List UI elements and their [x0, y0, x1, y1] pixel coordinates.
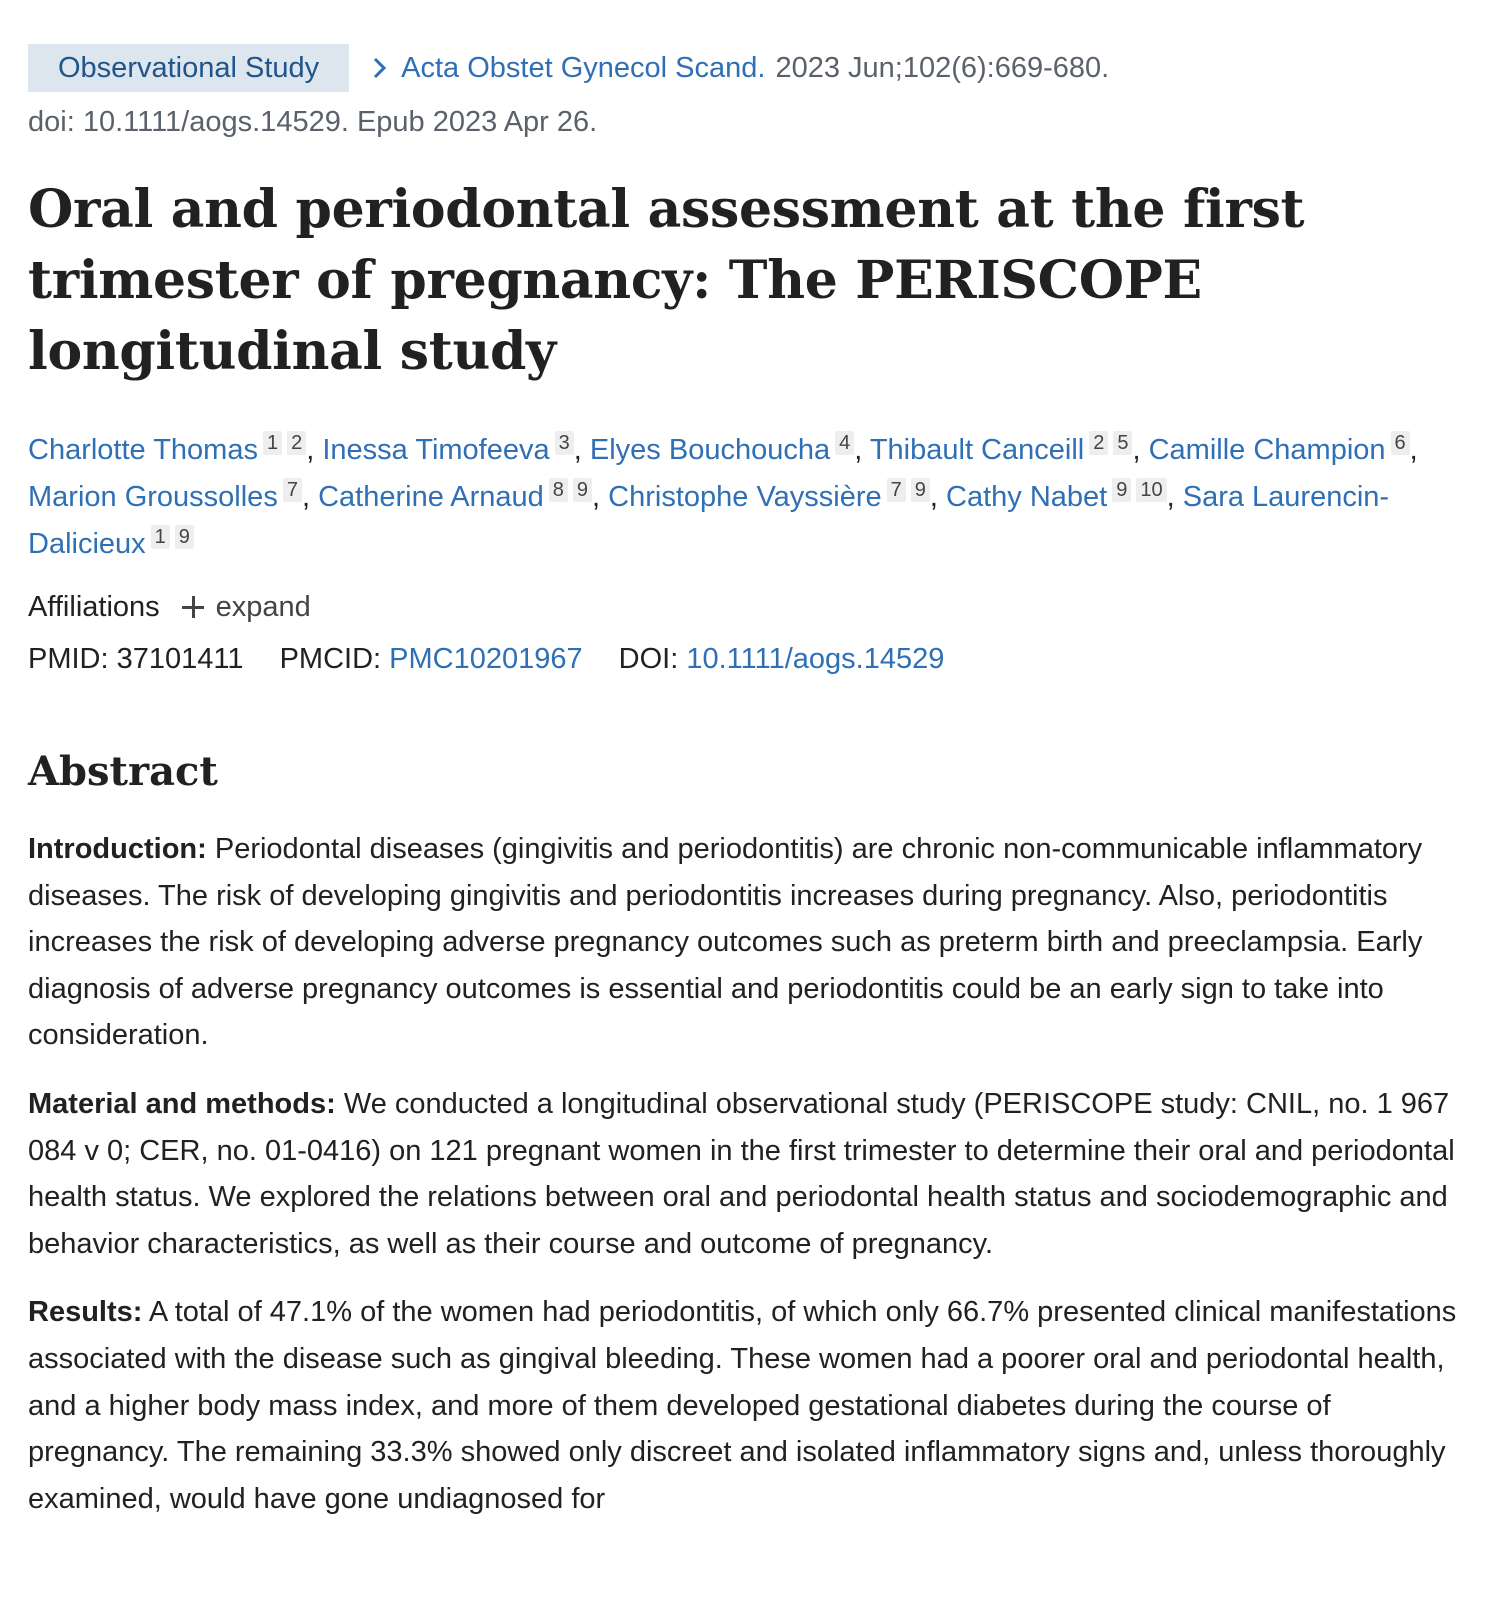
- affiliation-number[interactable]: 7: [887, 478, 906, 502]
- author-separator: ,: [1409, 434, 1418, 466]
- author-link[interactable]: Christophe Vayssière: [608, 481, 882, 513]
- author-separator: ,: [1166, 481, 1183, 513]
- author-link[interactable]: Marion Groussolles: [28, 481, 278, 513]
- affiliation-number[interactable]: 2: [287, 431, 306, 455]
- expand-label: expand: [215, 591, 311, 623]
- affiliation-number[interactable]: 4: [835, 431, 854, 455]
- abstract-methods: [28, 1081, 1458, 1267]
- author-link[interactable]: Charlotte Thomas: [28, 434, 258, 466]
- affiliation-number[interactable]: 5: [1113, 431, 1132, 455]
- identifiers-row: [28, 638, 1496, 680]
- doi-link[interactable]: 10.1111/aogs.14529: [686, 643, 945, 675]
- pmid-label: PMID:: [28, 643, 109, 675]
- citation-row: [28, 44, 1496, 92]
- author-link[interactable]: Camille Champion: [1148, 434, 1386, 466]
- affiliation-number[interactable]: 7: [283, 478, 302, 502]
- abstract-section-text: Periodontal diseases (gingivitis and periodontitis) are chronic non-communicable inflammatory diseases. The risk of developing gingivitis and periodontitis increases during pregnancy. Also, periodontitis increases the risk of developing adverse pregnancy outcomes such as preterm birth and preeclampsia. Early diagnosis of adverse pregnancy outcomes is essential and periodontitis could be an early sign to take into consideration.: [28, 833, 1423, 1052]
- abstract-results: [28, 1289, 1458, 1522]
- doi-label: DOI:: [618, 643, 679, 675]
- authors-list: [28, 427, 1468, 568]
- affiliation-number[interactable]: 3: [555, 431, 574, 455]
- author-separator: ,: [1132, 434, 1149, 466]
- abstract-heading: Abstract: [28, 748, 218, 795]
- abstract-introduction: [28, 826, 1458, 1059]
- abstract-section-label: Material and methods:: [28, 1087, 336, 1120]
- journal-link[interactable]: Acta Obstet Gynecol Scand.: [401, 51, 766, 84]
- author-separator: ,: [573, 434, 590, 466]
- affiliation-number[interactable]: 9: [911, 478, 930, 502]
- affiliation-number[interactable]: 9: [573, 478, 592, 502]
- author-link[interactable]: Inessa Timofeeva: [322, 434, 550, 466]
- abstract-section-text: We conducted a longitudinal observational study (PERISCOPE study: CNIL, no. 1 967 084 v 0; CER, no. 01-0416) on 121 pregnant women in the first trimester to determine their oral and periodontal health status. We explored the relations between oral and periodontal health status and sociodemographic and behavior characteristics, as well as their course and outcome of pregnancy.: [28, 1087, 1455, 1260]
- author-link[interactable]: Thibault Canceill: [869, 434, 1085, 466]
- affiliation-number[interactable]: 8: [549, 478, 568, 502]
- doi-epub-line: doi: 10.1111/aogs.14529. Epub 2023 Apr 26.: [28, 106, 598, 138]
- chevron-right-icon: [371, 56, 389, 80]
- affiliation-number[interactable]: 2: [1089, 431, 1108, 455]
- author-link[interactable]: Catherine Arnaud: [318, 481, 544, 513]
- publication-type-badge[interactable]: Observational Study: [28, 44, 349, 92]
- pmid-block: [28, 643, 252, 675]
- author-link[interactable]: Elyes Bouchoucha: [589, 434, 831, 466]
- author-link[interactable]: Sara Laurencin-Dalicieux: [28, 481, 1390, 560]
- affiliation-number[interactable]: 9: [1112, 478, 1131, 502]
- doi-block: [619, 643, 945, 675]
- pmid-value: 37101411: [116, 643, 244, 675]
- author-separator: ,: [306, 434, 323, 466]
- affiliations-label: Affiliations: [28, 591, 160, 623]
- abstract-section-label: Results:: [28, 1296, 143, 1329]
- pmcid-label: PMCID:: [279, 643, 382, 675]
- author-separator: ,: [301, 481, 319, 513]
- affiliation-number[interactable]: 10: [1136, 478, 1166, 502]
- article-title: Oral and periodontal assessment at the first trimester of pregnancy: The PERISCOPE longitudinal study: [28, 179, 1305, 382]
- expand-affiliations-button[interactable]: [182, 586, 311, 628]
- author-link[interactable]: Cathy Nabet: [946, 481, 1108, 513]
- affiliation-number[interactable]: 1: [151, 525, 170, 549]
- affiliation-number[interactable]: 6: [1391, 431, 1410, 455]
- citation-details: 2023 Jun;102(6):669-680.: [775, 51, 1110, 84]
- abstract-section-label: Introduction:: [28, 833, 207, 865]
- plus-icon: [182, 596, 204, 618]
- abstract-section-text: A total of 47.1% of the women had periodontitis, of which only 66.7% presented clinical manifestations associated with the disease such as gingival bleeding. These women had a poorer oral and periodontal health, and a higher body mass index, and more of them developed gestational diabetes during the course of pregnancy. The remaining 33.3% showed only discreet and isolated inflammatory signs and, unless thoroughly examined, would have gone undiagnosed for: [28, 1296, 1457, 1515]
- author-separator: ,: [592, 481, 609, 513]
- pmcid-block: [280, 643, 591, 675]
- affiliation-number[interactable]: 1: [263, 431, 282, 455]
- author-separator: ,: [929, 481, 947, 513]
- affiliation-number[interactable]: 9: [175, 525, 194, 549]
- author-separator: ,: [854, 434, 870, 466]
- affiliations-row: [28, 586, 1496, 628]
- pmcid-link[interactable]: PMC10201967: [389, 643, 583, 675]
